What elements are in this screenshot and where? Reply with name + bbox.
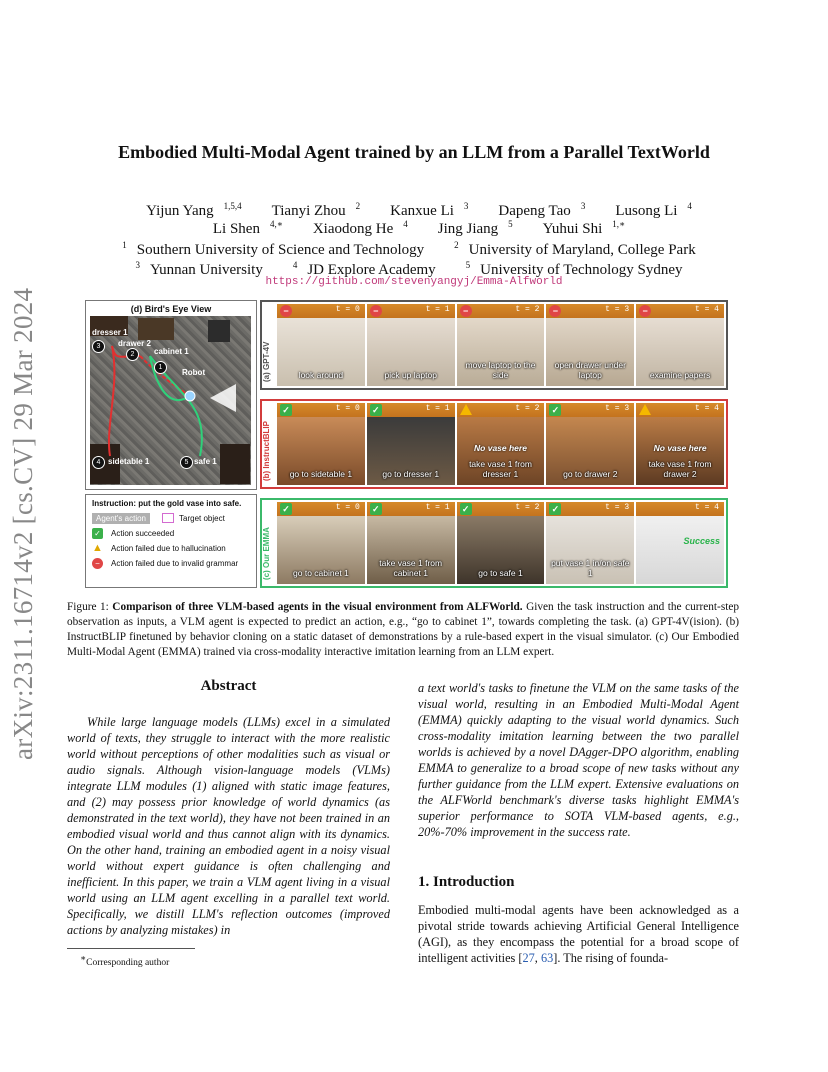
paper-title: Embodied Multi-Modal Agent trained by an LLM from a Parallel TextWorld: [118, 142, 710, 162]
timestep-label: t = 2: [515, 503, 540, 512]
trajectory-panel: [260, 399, 728, 489]
agent-action: examine papers: [649, 370, 711, 380]
timestep-label: t = 1: [425, 503, 450, 512]
intro-heading: 1. Introduction: [418, 874, 515, 890]
frame: [457, 502, 545, 584]
frame: [636, 403, 724, 485]
caption-text: Given the task instruction and the current-step observation as inputs, a VLM agent is expected to predict an action, e.g., “go to cabinet 1”, towards completing the task. (a) GPT-4V(ision). (b) InstructBLIP finetuned by behavior cloning on a static dataset of demonstrations by a rule-based expert in the visual simulator. (c) Our Embodied Multi-Modal Agent (EMMA) trained via cross-modality interactive imitation learning from an LLM expert.: [67, 601, 740, 658]
timestep-label: t = 1: [425, 305, 450, 314]
author-name: Tianyi Zhou $^2$: [271, 201, 361, 219]
agent-action: go to drawer 2: [563, 469, 618, 479]
affiliation: $^3$ Yunnan University: [135, 260, 263, 278]
agent-action: move laptop to the side: [465, 360, 536, 380]
target-box-icon: [162, 513, 174, 523]
legend-agent-action: Agent's action: [92, 513, 150, 524]
check-icon: ✓: [280, 503, 292, 515]
agent-action: pick up laptop: [384, 370, 437, 380]
author-name: Li Shen $^{4,∗}$: [212, 219, 283, 237]
frame: [636, 304, 724, 386]
timestep-label: t = 3: [605, 503, 630, 512]
timestep-label: t = 4: [694, 305, 719, 314]
caption-prefix: Figure 1:: [67, 601, 109, 613]
frame: [277, 502, 365, 584]
timestep-label: t = 3: [605, 404, 630, 413]
frame: [277, 403, 365, 485]
bev-title: (d) Bird's Eye View: [130, 304, 212, 314]
figure-legend: [85, 494, 257, 588]
frame: [636, 502, 724, 584]
check-icon: ✓: [549, 503, 561, 515]
agent-action: go to dresser 1: [382, 469, 440, 479]
citation-link[interactable]: 27: [522, 951, 535, 965]
frame: [277, 304, 365, 386]
success-label: Success: [683, 536, 720, 546]
check-icon: ✓: [280, 404, 292, 416]
intro-text: [418, 902, 739, 966]
warning-icon: ▲: [92, 541, 103, 554]
agent-action: go to cabinet 1: [293, 568, 349, 578]
footnote: [80, 953, 169, 968]
label-robot: Robot: [182, 368, 206, 377]
check-icon: ✓: [370, 404, 382, 416]
caption-bold: Comparison of three VLM-based agents in the visual environment from ALFWorld.: [112, 601, 523, 613]
affiliation: $^1$ Southern University of Science and Technology: [122, 240, 425, 258]
warning-icon: [460, 404, 472, 415]
no-entry-icon: −: [370, 305, 382, 317]
author-name: Xiaodong He $^4$: [312, 219, 408, 237]
legend-grammar: Action failed due to invalid grammar: [111, 558, 239, 568]
footnote-text: Corresponding author: [86, 958, 170, 969]
intro-body: Embodied multi-modal agents have been acknowledged as a pivotal stride towards achieving Artificial General Intelligence (AGI), as they encompass the potential for a broad scope of intelligent activities [: [418, 903, 739, 965]
no-entry-icon: −: [280, 305, 292, 317]
legend-target-object: Target object: [179, 513, 225, 523]
hallucination-note: No vase here: [474, 443, 527, 453]
no-entry-icon: −: [92, 558, 103, 569]
author-name: Lusong Li $^4$: [615, 201, 692, 219]
figure-1: [85, 300, 728, 588]
legend-hallucination: Action failed due to hallucination: [111, 543, 226, 553]
check-icon: ✓: [92, 528, 103, 539]
agent-action: go to sidetable 1: [289, 469, 353, 479]
label-cabinet: cabinet 1: [154, 347, 189, 356]
author-name: Yijun Yang $^{1,5,4}$: [146, 201, 242, 219]
author-name: Kanxue Li $^3$: [390, 201, 469, 219]
repository-link[interactable]: https://github.com/stevenyangyj/Emma-Alfworld: [265, 276, 563, 288]
label-dresser: dresser 1: [92, 328, 128, 337]
no-entry-icon: −: [639, 305, 651, 317]
author-name: Dapeng Tao $^3$: [498, 201, 586, 219]
timestep-label: t = 0: [335, 305, 360, 314]
no-entry-icon: −: [460, 305, 472, 317]
frame: [546, 304, 634, 386]
footnote-mark: ∗: [80, 953, 87, 963]
waypoint-5: 5: [180, 456, 193, 469]
frame: [367, 403, 455, 485]
frame: [457, 403, 545, 485]
birds-eye-view-panel: [85, 300, 257, 490]
timestep-label: t = 4: [694, 404, 719, 413]
waypoint-1: 1: [154, 361, 167, 374]
frame: [457, 304, 545, 386]
legend-instruction: Instruction: put the gold vase into safe.: [92, 499, 242, 508]
footnote-rule: [67, 948, 195, 949]
agent-action: take vase 1 from drawer 2: [648, 459, 712, 479]
waypoint-3: 3: [92, 340, 105, 353]
abstract-heading: Abstract: [200, 678, 257, 694]
timestep-label: t = 3: [605, 305, 630, 314]
agent-action: put vase 1 in/on safe 1: [551, 558, 630, 578]
panel-label: (b) InstructBLIP: [262, 421, 271, 481]
author-name: Yuhui Shi $^{1,∗}$: [542, 219, 626, 237]
warning-icon: [639, 404, 651, 415]
affiliation: $^5$ University of Technology Sydney: [465, 260, 683, 278]
agent-action: take vase 1 from cabinet 1: [379, 558, 443, 578]
frame: [546, 403, 634, 485]
no-entry-icon: −: [549, 305, 561, 317]
abstract-right: a text world's tasks to finetune the VLM on the same tasks of the visual world, resulting in an Embodied Multi-Modal Agent (EMMA) quickly adapting to the visual world dynamics. Such cross-modality imitation learning between the two parallel worlds is achieved by a novel DAgger-DPO algorithm, enabling EMMA to generalize to a broad scope of new tasks without any further guidance from the LLM expert. Extensive evaluations on the ALFWorld benchmark's diverse tasks highlight EMMA's superior performance to SOTA VLM-based agents, e.g., 20%-70% improvement in the success rate.: [418, 681, 739, 839]
timestep-label: t = 0: [335, 404, 360, 413]
timestep-label: t = 1: [425, 404, 450, 413]
citation-link[interactable]: 63: [540, 951, 554, 965]
frame: [367, 502, 455, 584]
hallucination-note: No vase here: [653, 443, 707, 453]
frame: [546, 502, 634, 584]
scene-image: [636, 516, 724, 584]
affiliation: $^2$ University of Maryland, College Park: [454, 240, 696, 258]
abstract-left: While large language models (LLMs) excel in a simulated world of texts, they struggle to interact with the more realistic world without perceptions of other modalities such as visual or audio signals. Although vision-language models (VLMs) integrate LLM modules (1) aligned with static image features, and (2) may possess prior knowledge of world dynamics (as demonstrated in the text world), they have not been trained in an embodied visual world and thus cannot align with its dynamics. On the other hand, training an embodied agent in a noisy visual world without expert guidance is often challenging and inefficient. In this paper, we train a VLM agent living in a visual world using an LLM agent excelling in a parallel text world. Specifically, we distill LLM's reflection outcomes (improved actions by analyzing mistakes) in: [67, 715, 390, 937]
label-sidetable: sidetable 1: [108, 457, 150, 466]
agent-action: open drawer under laptop: [554, 360, 626, 380]
citation-sep: ,: [534, 951, 541, 965]
bev-map: [90, 316, 251, 485]
author-name: Jing Jiang $^5$: [437, 219, 513, 237]
timestep-label: t = 0: [335, 503, 360, 512]
intro-body-end: ]. The rising of founda-: [553, 951, 669, 965]
label-drawer: drawer 2: [118, 339, 151, 348]
timestep-label: t = 2: [515, 305, 540, 314]
affiliation: $^4$ JD Explore Academy: [292, 260, 436, 278]
check-icon: ✓: [370, 503, 382, 515]
waypoint-4: 4: [92, 456, 105, 469]
check-icon: ✓: [549, 404, 561, 416]
legend-succeeded: Action succeeded: [111, 528, 175, 538]
agent-action: look around: [298, 370, 344, 380]
timestep-label: t = 2: [515, 404, 540, 413]
trajectory-panel: [260, 300, 728, 390]
timestep-label: t = 4: [694, 503, 719, 512]
check-icon: ✓: [460, 503, 472, 515]
trajectory-panel: [260, 498, 728, 588]
label-safe: safe 1: [194, 457, 217, 466]
agent-action: take vase 1 from dresser 1: [469, 459, 532, 479]
panel-label: (a) GPT-4V: [262, 341, 271, 382]
arxiv-identifier: arXiv:2311.16714v2 [cs.CV] 29 Mar 2024: [8, 287, 38, 760]
figure-caption: [67, 600, 739, 660]
waypoint-2: 2: [126, 348, 139, 361]
panel-label: (c) Our EMMA: [262, 527, 271, 580]
agent-action: go to safe 1: [478, 568, 523, 578]
frame: [367, 304, 455, 386]
